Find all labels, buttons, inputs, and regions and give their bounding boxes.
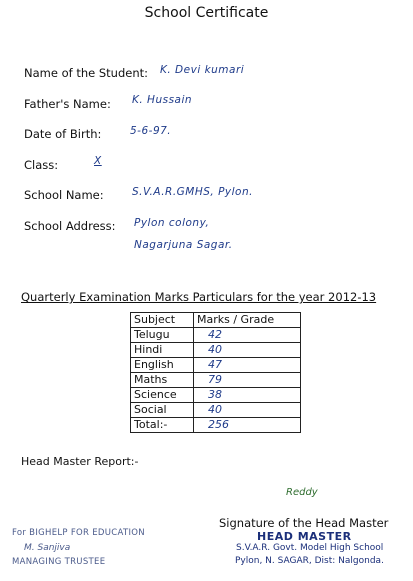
subject-cell: Hindi: [131, 343, 194, 358]
head-master-stamp-address: Pylon, N. SAGAR, Dist: Nalgonda.: [235, 556, 384, 566]
table-row: [131, 343, 301, 358]
dob-label: Date of Birth:: [24, 127, 102, 141]
school-address-line1: Pylon colony,: [134, 217, 210, 229]
subject-cell: Telugu: [131, 328, 194, 343]
school-name-value: S.V.A.R.GMHS, Pylon.: [132, 186, 253, 198]
head-master-signature: Reddy: [286, 487, 318, 498]
school-address-label: School Address:: [24, 219, 116, 233]
subject-cell: Science: [131, 388, 194, 403]
certificate-title: School Certificate: [144, 5, 269, 21]
head-master-report-label: Head Master Report:-: [21, 455, 139, 468]
subject-column-header: Subject: [131, 313, 194, 328]
school-name-label: School Name:: [24, 188, 104, 202]
total-label-cell: Total:-: [131, 418, 194, 433]
trust-stamp-org: For BIGHELP FOR EDUCATION: [12, 528, 145, 538]
table-row: [131, 328, 301, 343]
student-name-value: K. Devi kumari: [160, 64, 245, 76]
table-row: [131, 358, 301, 373]
class-label: Class:: [24, 158, 59, 172]
marks-table-header-row: [131, 313, 301, 328]
subject-cell: English: [131, 358, 194, 373]
father-name-label: Father's Name:: [24, 97, 111, 111]
trust-stamp-role: MANAGING TRUSTEE: [12, 557, 106, 567]
head-master-stamp-school: S.V.A.R. Govt. Model High School: [236, 543, 384, 553]
signature-label: Signature of the Head Master: [219, 516, 389, 530]
marks-heading: Quarterly Examination Marks Particulars for the year 2012-13: [21, 290, 377, 304]
head-master-stamp-title: HEAD MASTER: [257, 530, 352, 543]
marks-cell: 40: [194, 343, 301, 358]
marks-cell: 38: [194, 388, 301, 403]
class-value: X: [94, 155, 102, 167]
marks-cell: 79: [194, 373, 301, 388]
trustee-signature: M. Sanjiva: [24, 543, 71, 553]
table-row: [131, 373, 301, 388]
marks-cell: 42: [194, 328, 301, 343]
total-value-cell: 256: [194, 418, 301, 433]
dob-value: 5-6-97.: [130, 125, 172, 137]
subject-cell: Social: [131, 403, 194, 418]
school-address-line2: Nagarjuna Sagar.: [134, 239, 233, 251]
table-row: [131, 418, 301, 433]
marks-table: [130, 312, 301, 433]
table-row: [131, 388, 301, 403]
father-name-value: K. Hussain: [132, 94, 193, 106]
marks-cell: 47: [194, 358, 301, 373]
subject-cell: Maths: [131, 373, 194, 388]
marks-column-header: Marks / Grade: [194, 313, 301, 328]
student-name-label: Name of the Student:: [24, 66, 148, 80]
table-row: [131, 403, 301, 418]
marks-cell: 40: [194, 403, 301, 418]
